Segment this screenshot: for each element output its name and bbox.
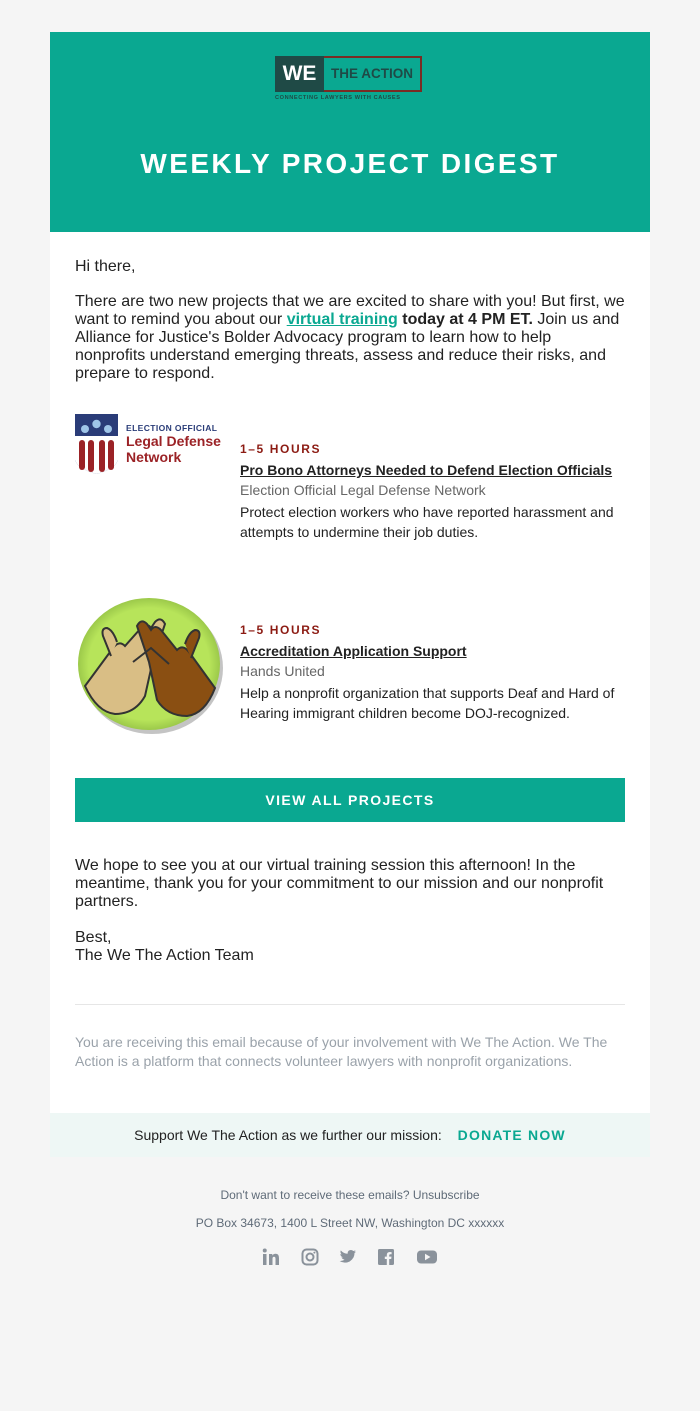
- eoldn-logo[interactable]: [75, 414, 230, 476]
- mailing-address: PO Box 34673, 1400 L Street NW, Washington DC xxxxxx: [195, 1216, 505, 1230]
- logo-we-mark: WE: [275, 56, 324, 92]
- twitter-icon[interactable]: [339, 1248, 357, 1266]
- email-header: [50, 32, 650, 232]
- digest-title: WEEKLY PROJECT DIGEST: [140, 148, 560, 179]
- youtube-icon[interactable]: [416, 1248, 438, 1266]
- unsubscribe-line[interactable]: Don't want to receive these emails? Unsubscribe: [220, 1188, 480, 1202]
- signoff: Best,: [75, 929, 112, 946]
- hands-united-logo[interactable]: [75, 596, 225, 736]
- virtual-training-link[interactable]: virtual training: [286, 311, 398, 328]
- project-details: [240, 442, 625, 542]
- social-links: [50, 1248, 650, 1266]
- closing-paragraph: We hope to see you at our virtual training session this afternoon! In the meantime, thank you for your commitment to our mission and our nonprofit partners.: [75, 857, 604, 910]
- project-description: Help a nonprofit organization that supports Deaf and Hard of Hearing immigrant children become DOJ-recognized.: [240, 685, 615, 721]
- project-description: Protect election workers who have reported harassment and attempts to undermine their job duties.: [240, 504, 614, 540]
- project-hours: 1–5 HOURS: [240, 442, 322, 456]
- view-all-projects-button[interactable]: VIEW ALL PROJECTS: [75, 778, 625, 822]
- footnote: You are receiving this email because of your involvement with We The Action. We The Action is a platform that connects volunteer lawyers with nonprofit organizations.: [75, 1034, 608, 1069]
- project-org: Hands United: [240, 663, 325, 679]
- project-hours: 1–5 HOURS: [240, 623, 322, 637]
- donate-now-link[interactable]: DONATE NOW: [457, 1127, 566, 1143]
- greeting: Hi there,: [75, 258, 136, 275]
- support-bar: [50, 1113, 650, 1157]
- signature: The We The Action Team: [75, 947, 254, 964]
- project-org: Election Official Legal Defense Network: [240, 482, 486, 498]
- we-the-action-logo[interactable]: [275, 56, 427, 104]
- email-container: [50, 32, 650, 1266]
- project-details: [240, 623, 625, 723]
- project-title-link[interactable]: Accreditation Application Support: [240, 643, 467, 659]
- intro-emphasis: today at 4 PM ET.: [397, 311, 533, 328]
- logo-tagline: CONNECTING LAWYERS WITH CAUSES: [275, 95, 401, 101]
- project-card: [75, 596, 625, 778]
- email-body: [50, 232, 650, 1113]
- hands-icon: [75, 596, 225, 736]
- intro-paragraph: [75, 293, 625, 383]
- eoldn-logo-line1: ELECTION OFFICIAL: [126, 423, 218, 433]
- intro-text-1: There are two new projects that we are excited to share with you! But first, we want to remind you about our: [75, 293, 625, 328]
- support-text: Support We The Action as we further our mission:: [134, 1127, 442, 1143]
- project-card: [75, 414, 625, 596]
- intro-text-2: Join us and Alliance for Justice's Bolder Advocacy program to learn how to help nonprofits understand emerging threats, assess and reduce their risks, and prepare to respond.: [75, 311, 620, 382]
- linkedin-icon[interactable]: [262, 1248, 280, 1266]
- project-title-link[interactable]: Pro Bono Attorneys Needed to Defend Election Officials: [240, 462, 613, 478]
- logo-action-text: THE ACTION: [324, 56, 422, 92]
- instagram-icon[interactable]: [301, 1248, 319, 1266]
- eoldn-logo-line2: Legal Defense: [126, 433, 221, 449]
- facebook-icon[interactable]: [377, 1248, 395, 1266]
- eoldn-logo-line3: Network: [126, 449, 182, 465]
